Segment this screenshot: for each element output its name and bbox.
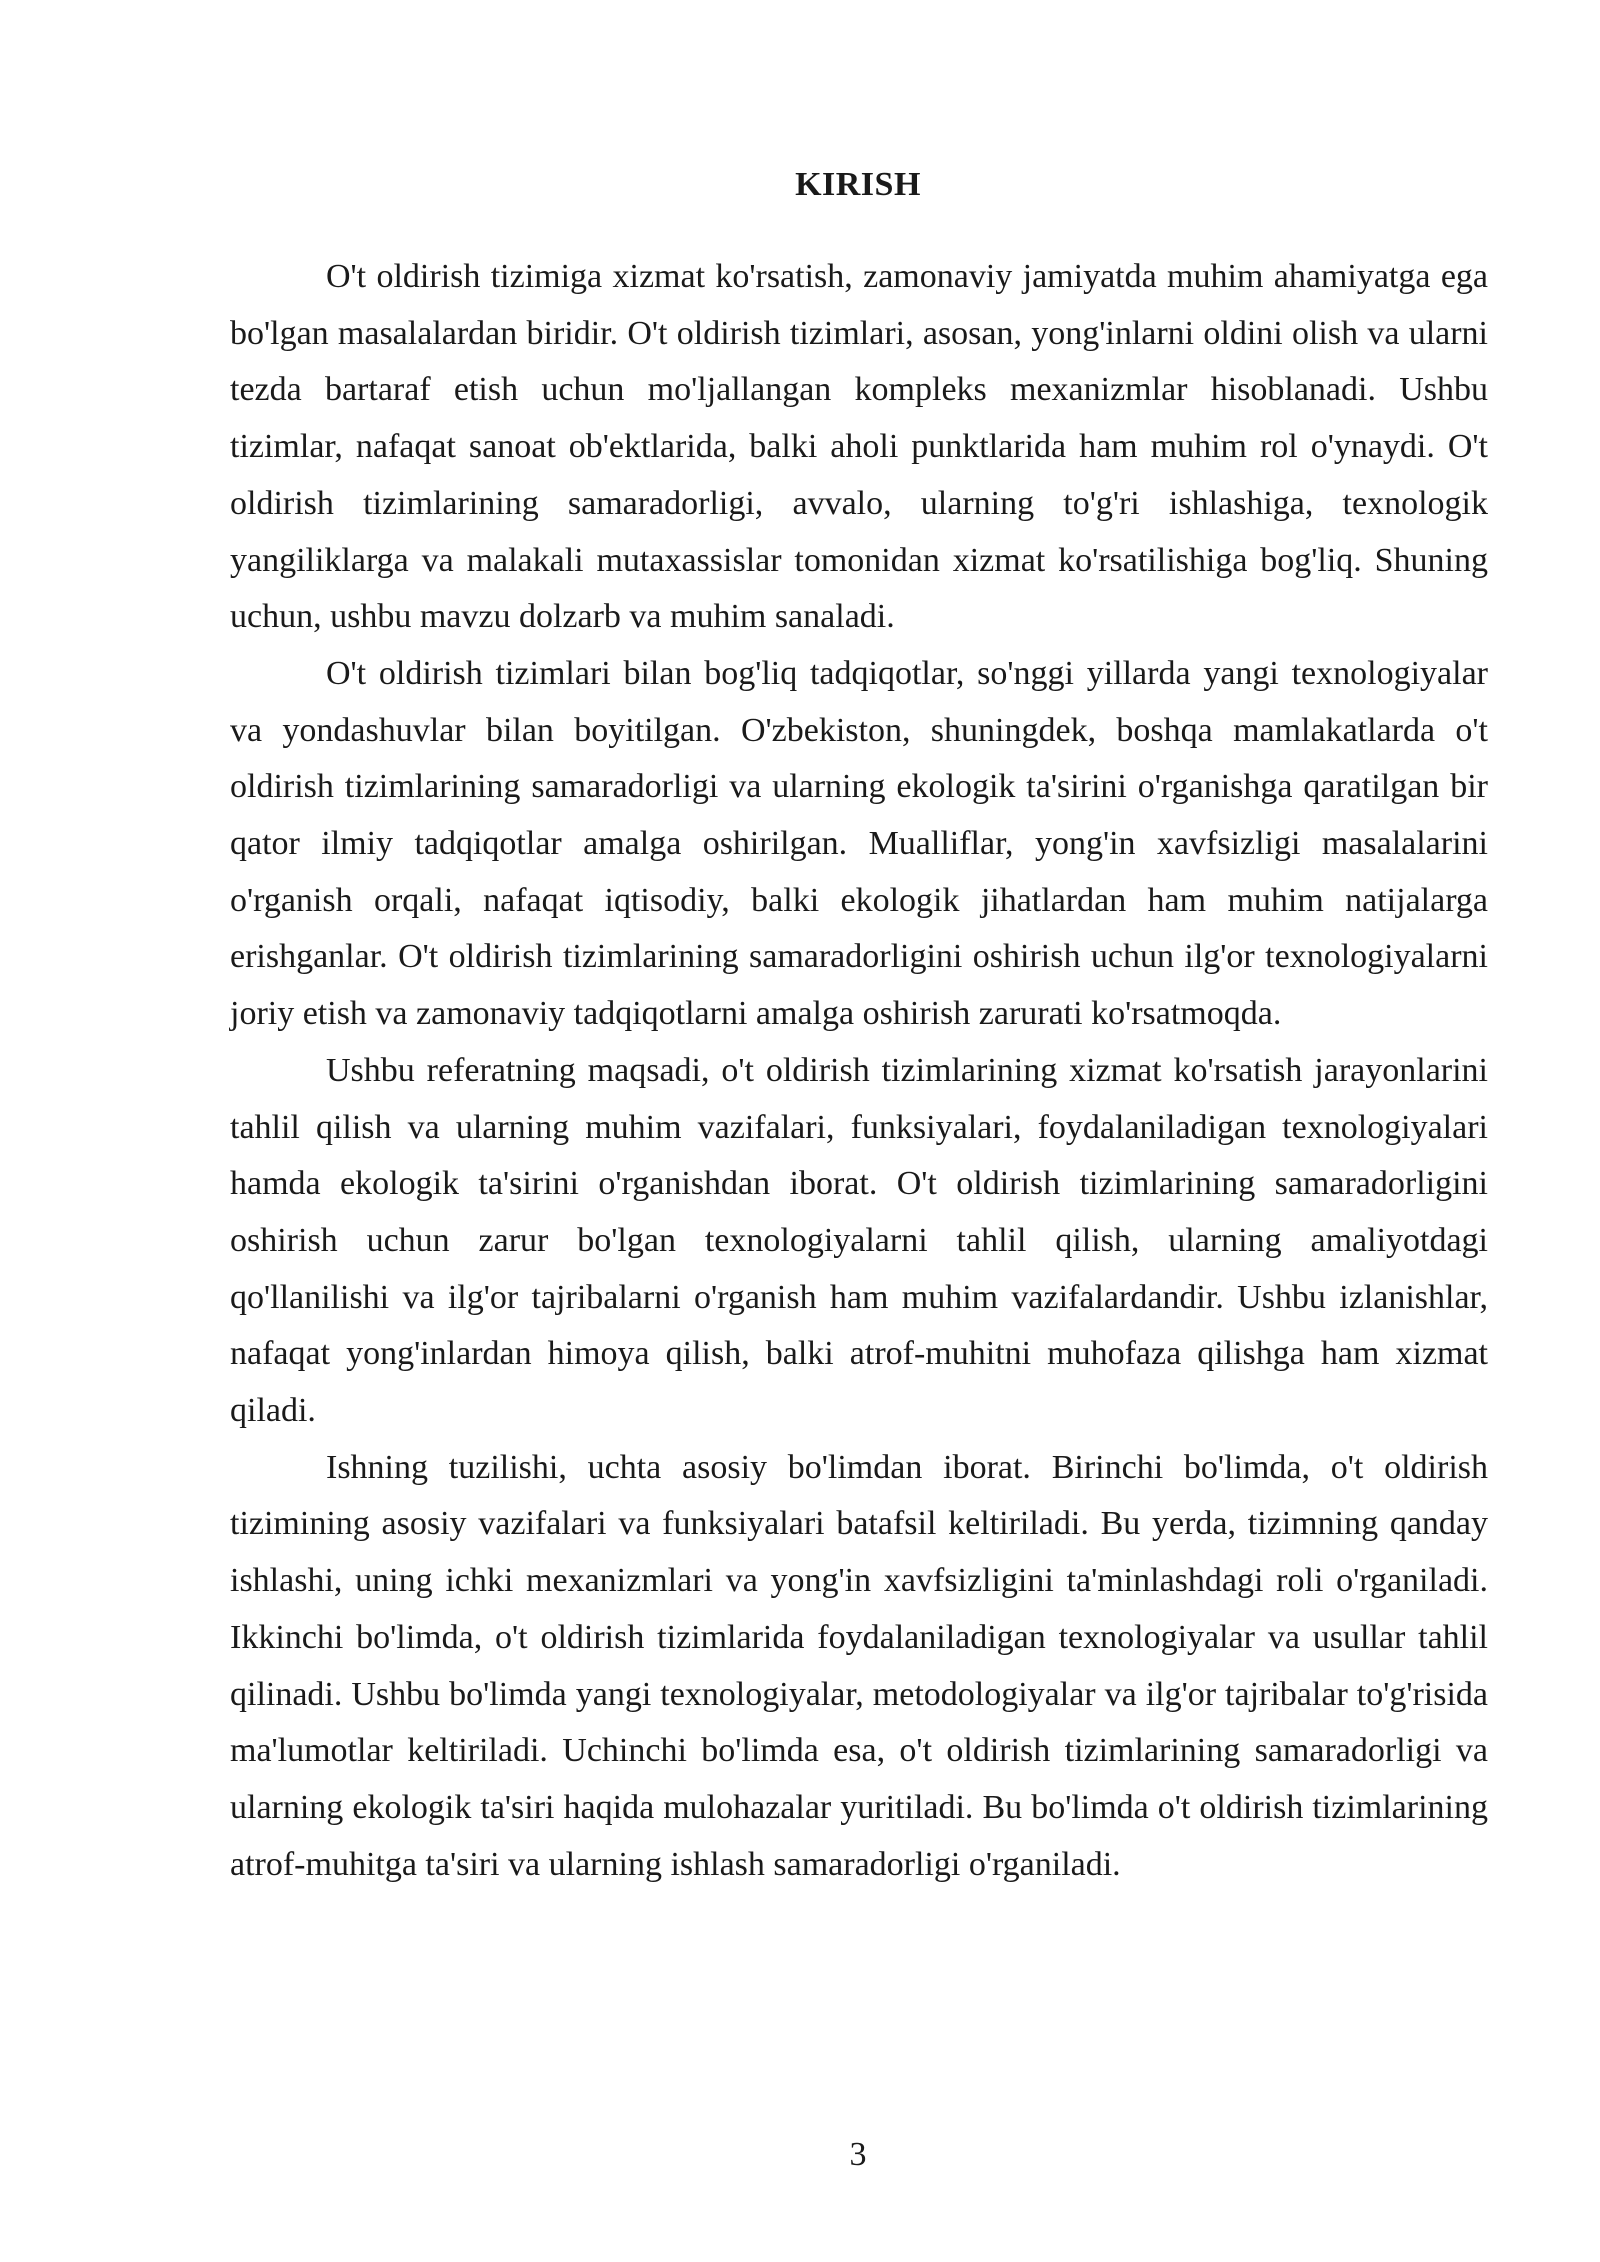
paragraph-introduction: O't oldirish tizimiga xizmat ko'rsatish, zamonaviy jamiyatda muhim ahamiyatga ega bo'lgan masalalardan biridir. O't oldirish tizimlari, asosan, yong'inlarni oldini olish va ularni tezda bartaraf etish uchun mo'ljallangan kompleks mexanizmlar hisoblanadi. Ushbu tizimlar, nafaqat sanoat ob'ektlarida, balki aholi punktlarida ham muhim rol o'ynaydi. O't oldirish tizimlarining samaradorligi, avvalo, ularning to'g'ri ishlashiga, texnologik yangiliklarga va malakali mutaxassislar tomonidan xizmat ko'rsatilishiga bog'liq. Shuning uchun, ushbu mavzu dolzarb va muhim sanaladi. (230, 258, 1488, 636)
body-text (230, 249, 1488, 1893)
section-heading: KIRISH (795, 166, 921, 203)
paragraph-structure: Ishning tuzilishi, uchta asosiy bo'limdan iborat. Birinchi bo'limda, o't oldirish tizimining asosiy vazifalari va funksiyalari batafsil keltiriladi. Bu yerda, tizimning qanday ishlashi, uning ichki mexanizmlari va yong'in xavfsizligini ta'minlashdagi roli o'rganiladi. Ikkinchi bo'limda, o't oldirish tizimlarida foydalaniladigan texnologiyalar va usullar tahlil qilinadi. Ushbu bo'limda yangi texnologiyalar, metodologiyalar va ilg'or tajribalar to'g'risida ma'lumotlar keltiriladi. Uchinchi bo'limda esa, o't oldirish tizimlarining samaradorligi va ularning ekologik ta'siri haqida mulohazalar yuritiladi. Bu bo'limda o't oldirish tizimlarining atrof-muhitga ta'siri va ularning ishlash samaradorligi o'rganiladi. (230, 1448, 1488, 1883)
page-number: 3 (849, 2136, 867, 2173)
paragraph-research-review: O't oldirish tizimlari bilan bog'liq tadqiqotlar, so'nggi yillarda yangi texnologiyalar va yondashuvlar bilan boyitilgan. O'zbekiston, shuningdek, boshqa mamlakatlarda o't oldirish tizimlarining samaradorligi va ularning ekologik ta'sirini o'rganishga qaratilgan bir qator ilmiy tadqiqotlar amalga oshirilgan. Mualliflar, yong'in xavfsizligi masalalarini o'rganish orqali, nafaqat iqtisodiy, balki ekologik jihatlardan ham muhim natijalarga erishganlar. O't oldirish tizimlarining samaradorligini oshirish uchun ilg'or texnologiyalarni joriy etish va zamonaviy tadqiqotlarni amalga oshirish zarurati ko'rsatmoqda. (230, 654, 1488, 1033)
paragraph-objective: Ushbu referatning maqsadi, o't oldirish tizimlarining xizmat ko'rsatish jarayonlarini tahlil qilish va ularning muhim vazifalari, funksiyalari, foydalaniladigan texnologiyalari hamda ekologik ta'sirini o'rganishdan iborat. O't oldirish tizimlarining samaradorligini oshirish uchun zarur bo'lgan texnologiyalarni tahlil qilish, ularning amaliyotdagi qo'llanilishi va ilg'or tajribalarni o'rganish ham muhim vazifalardandir. Ushbu izlanishlar, nafaqat yong'inlardan himoya qilish, balki atrof-muhitni muhofaza qilishga ham xizmat qiladi. (230, 1051, 1488, 1430)
